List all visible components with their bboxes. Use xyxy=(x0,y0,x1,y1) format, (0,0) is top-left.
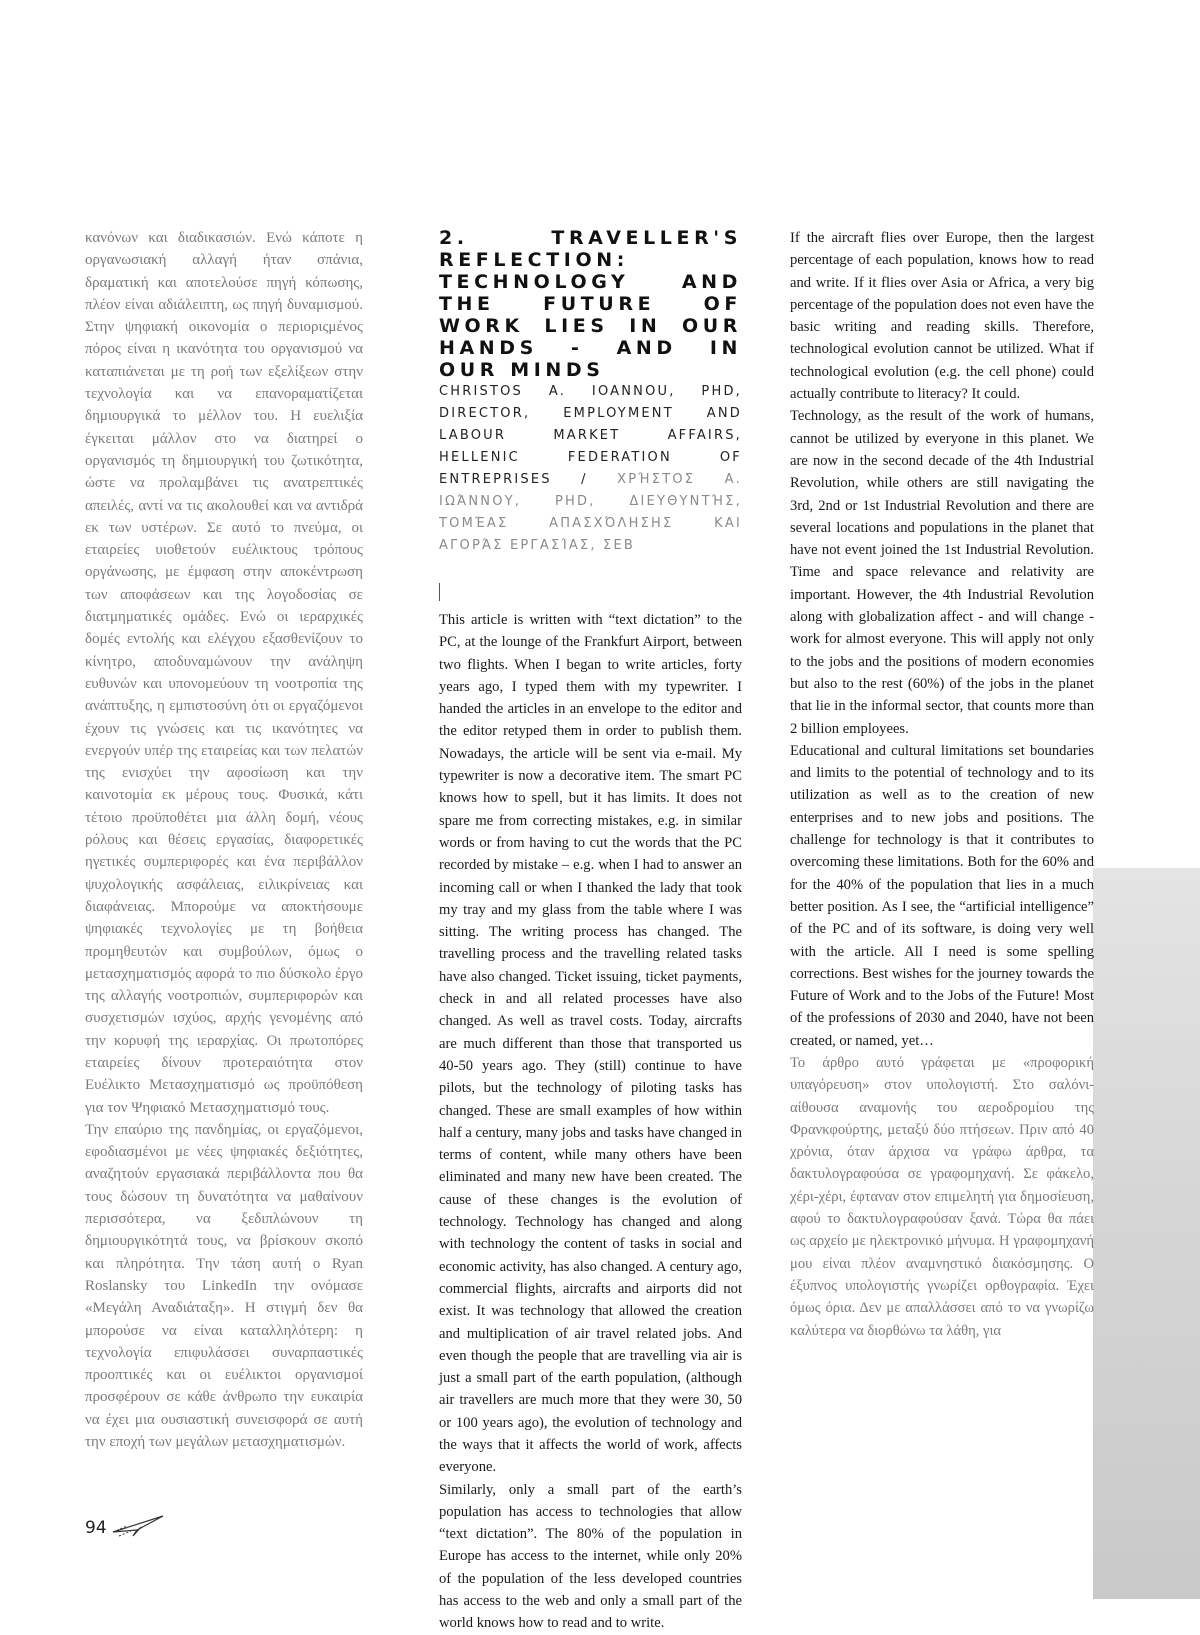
byline-english: CHRISTOS A. IOANNOU, PHD, DIRECTOR, EMPLOYMENT AND LABOUR MARKET AFFAIRS, HELLENIC FEDERATION OF ENTREPRISES / xyxy=(439,384,742,487)
section-divider xyxy=(439,583,440,601)
greek-translation-paragraph: Το άρθρο αυτό γράφεται με «προφορική υπαγόρευση» στον υπολογιστή. Στο σαλόνι-αίθουσα αναμονής του αεροδρομίου της Φρανκφούρτης, μεταξύ δύο πτήσεων. Πριν από 40 χρόνια, όταν άρχισα να γράφω άρθρα, τα δακτυλογραφούσα σε γραφομηχανή. Σε φάκελο, χέρι-χέρι, έφταναν στον επιμελητή για δημοσίευση, αφού το δακτυλογραφούσαν ξανά. Τώρα θα πάει ως αρχείο με ηλεκτρονικό μήνυμα. Η γραφομηχανή μου είναι πλέον αναμνηστικό διακόσμησης. Ο έξυπνος υπολογιστής γνωρίζει ορθογραφία. Έχει όμως όρια. Δεν με απαλλάσσει από το να γνωρίζω καλύτερα να διορθώνω τα λάθη, για xyxy=(790,1054,1094,1339)
greek-paragraph-2: Την επαύριο της πανδημίας, οι εργαζόμενοι, εφοδιασμένοι με νέες ψηφιακές δεξιότητες, αναζητούν εργασιακά περιβάλλοντα που θα τους δώσουν τη δυνατότητα να μαθαίνουν περισσότερα, να ξεδιπλώνουν τη δημιουργικότητά τους, να βρίσκουν σκοπό και πληρότητα. Την τάση αυτή ο Ryan Roslansky του LinkedIn την ονόμασε «Μεγάλη Αναδιάταξη». Η στιγμή δεν θα μπορούσε να είναι καταλληλότερη: η τεχνολογία επιφυλάσσει συναρπαστικές προοπτικές και οι ευέλικτοι οργανισμοί προσφέρουν σε κάθε άνθρωπο την ευκαιρία να έχει μια ουσιαστική συνεισφορά σε αυτή την εποχή των μεγάλων μετασχηματισμών. xyxy=(85,1121,363,1451)
article-column-right xyxy=(790,227,1094,1342)
page-footer xyxy=(85,1512,165,1543)
paper-plane-icon xyxy=(111,1512,165,1543)
article-paragraph-3: If the aircraft flies over Europe, then the largest percentage of each population, knows how to read and write. If it flies over Asia or Africa, a very big percentage of the population does not even have the basic writing and reading skills. Therefore, technological evolution cannot be utilized. What if technological evolution (e.g. the cell phone) could actually contribute to literacy? It could. xyxy=(790,230,1094,403)
greek-paragraph-1: κανόνων και διαδικασιών. Ενώ κάποτε η οργανωσιακή αλλαγή ήταν σπάνια, δραματική και αποτελούσε πηγή κόπωσης, πλέον είναι αδιάλειπτη, ως πηγή δυναμισμού. Στην ψηφιακή οικονομία ο περιοριςμένος πόρος είναι η ικανότητα του οργανισμού να καταπιάνεται με τη ροή των εξελίξεων στην τεχνολογία και να επανοραματίζεται δημιουργικά το μέλλον του. Η ευελιξία έγκειται μάλλον στο να διατηρεί ο οργανισμός τη δημιουργική του ζωτικότητα, ώστε να προλαμβάνει τις ανατρεπτικές απειλές, αντί να τις ακολουθεί και να αντιδρά εκ των υστέρων. Σε αυτό το πνεύμα, οι εταιρείες υιοθετούν ευέλικτους τρόπους οργάνωσης, με έμφαση στην αποκέντρωση των αποφάσεων και της λογοδοσίας σε διατμηματικές ομάδες. Ενώ οι ιεραρχικές δομές εντολής και ελέγχου εξασθενίζουν το κίνητρο, αποδυναμώνουν την ανάληψη ευθυνών και υπονομεύουν τη νοοτροπία της ανάπτυξης, η εμπιστοσύνη ότι οι εργαζόμενοι έχουν τις γνώσεις και τις ικανότητες να ενεργούν υπέρ της εταιρείας και των πελατών της ενισχύει την αφοσίωση και την καινοτομία εκ μέρους τους. Φυσικά, κάτι τέτοιο προϋποθέτει μια άλλη δομή, νέους ρόλους και θέσεις εργασίας, διαφορετικές ηγετικές συμπεριφορές και ένα περιβάλλον ψυχολογικής ασφάλειας, ειλικρίνειας και διαφάνειας. Μπορούμε να αποκτήσουμε ψηφιακές τεχνολογίες με τη βοήθεια προμηθευτών και συμβούλων, όμως ο μετασχηματισμός αφορά το πιο δύσκολο έργο της αλλαγής νοοτροπιών, συμπεριφορών και συσχετισμών ισχύος, αρχής γενομένης από την κορυφή της ιεραρχίας. Οι πρωτοπόρες εταιρείες δίνουν προτεραιότητα στον Ευέλικτο Μετασχηματισμό ως προϋπόθεση για τον Ψηφιακό Μετασχηματισμό τους. xyxy=(85,230,363,1116)
article-column-middle xyxy=(439,227,742,1635)
byline-greek: ΧΡΉΣΤΟΣ Α. ΙΩΆΝΝΟΥ, PHD, ΔΙΕΥΘΥΝΤΉΣ, ΤΟΜΈΑΣ ΑΠΑΣΧΌΛΗΣΗΣ ΚΑΙ ΑΓΟΡΆΣ ΕΡΓΑΣΊΑΣ, ΣΕΒ xyxy=(439,472,742,553)
article-paragraph-2: Similarly, only a small part of the earth’s population has access to technologies that allow “text dictation”. The 80% of the population in Europe has access to the internet, while only 20% of the population of the less developed countries has access to the web and only a small part of the world knows how to read and to write. xyxy=(439,1481,742,1632)
article-heading: 2. TRAVELLER'S REFLECTION: TECHNOLOGY AND THE FUTURE OF WORK LIES IN OUR HANDS - AND IN OUR MINDS xyxy=(439,227,742,381)
article-byline xyxy=(439,381,742,557)
decorative-gray-strip xyxy=(1093,868,1200,1599)
article-paragraph-5: Educational and cultural limitations set boundaries and limits to the potential of technology and to its utilization as well as to the creation of new enterprises and to new jobs and positions. The challenge for technology is that it contributes to overcoming these limitations. Both for the 60% and for the 40% of the population that lies in a much better position. As I see, the “artificial intelligence” of the PC and of its software, is doing very well with the article. All I need is some spelling corrections. Best wishes for the journey towards the Future of Work and to the Jobs of the Future! Most of the professions of 2030 and 2040, have not been created, or named, yet… xyxy=(790,742,1094,1049)
article-paragraph-1: This article is written with “text dictation” to the PC, at the lounge of the Frankfurt Airport, between two flights. When I began to write articles, forty years ago, I typed them with my typewriter. I handed the articles in an envelope to the editor and the editor retyped them in order to publish them. Nowadays, the article will be sent via e-mail. My typewriter is now a decorative item. The smart PC knows how to spell, but it has limits. It does not spare me from correcting mistakes, e.g. in similar words or from having to cut the words that the PC recorded by mistake – e.g. when I had to answer an incoming call or when I thanked the lady that took my tray and my glass from the table where I was sitting. The writing process has changed. The travelling process and the travelling related tasks have also changed. Ticket issuing, ticket payments, check in and all related processes have also changed. As well as travel costs. Today, aircrafts are much different than those that transported us 40-50 years ago. They (still) continue to have pilots, but the technology of piloting tasks has changed. These are small examples of how within half a century, many jobs and tasks have changed in terms of content, while many others have been eliminated and many new have been created. The cause of these changes is the evolution of technology. Technology has changed and along with technology the content of tasks in social and economic activity, has also changed. A century ago, commercial flights, aircrafts and airports did not exist. It was technology that allowed the creation and multiplication of air travel related jobs. And even though the people that are travelling via air is just a small part of the earth population, (although air travellers are much more that they were 30, 50 or 100 years ago), the evolution of technology and the ways that it affects the world of work, affects everyone. xyxy=(439,612,742,1476)
page-number: 94 xyxy=(85,1517,107,1538)
article-paragraph-4: Technology, as the result of the work of humans, cannot be utilized by everyone in this planet. We are now in the second decade of the 4th Industrial Revolution, while others are still navigating the 3rd, 2nd or 1st Industrial Revolution and there are several locations and populations in the planet that have not event joined the 1st Industrial Revolution. Time and space relevance and relativity are important. However, the 4th Industrial Revolution along with globalization affect - and will change - work for almost everyone. This will apply not only to the jobs and the positions of modern economies but also to the rest (60%) of the jobs in the planet that lie in the informal sector, that counts more than 2 billion employees. xyxy=(790,408,1094,737)
greek-text-column xyxy=(85,227,363,1453)
